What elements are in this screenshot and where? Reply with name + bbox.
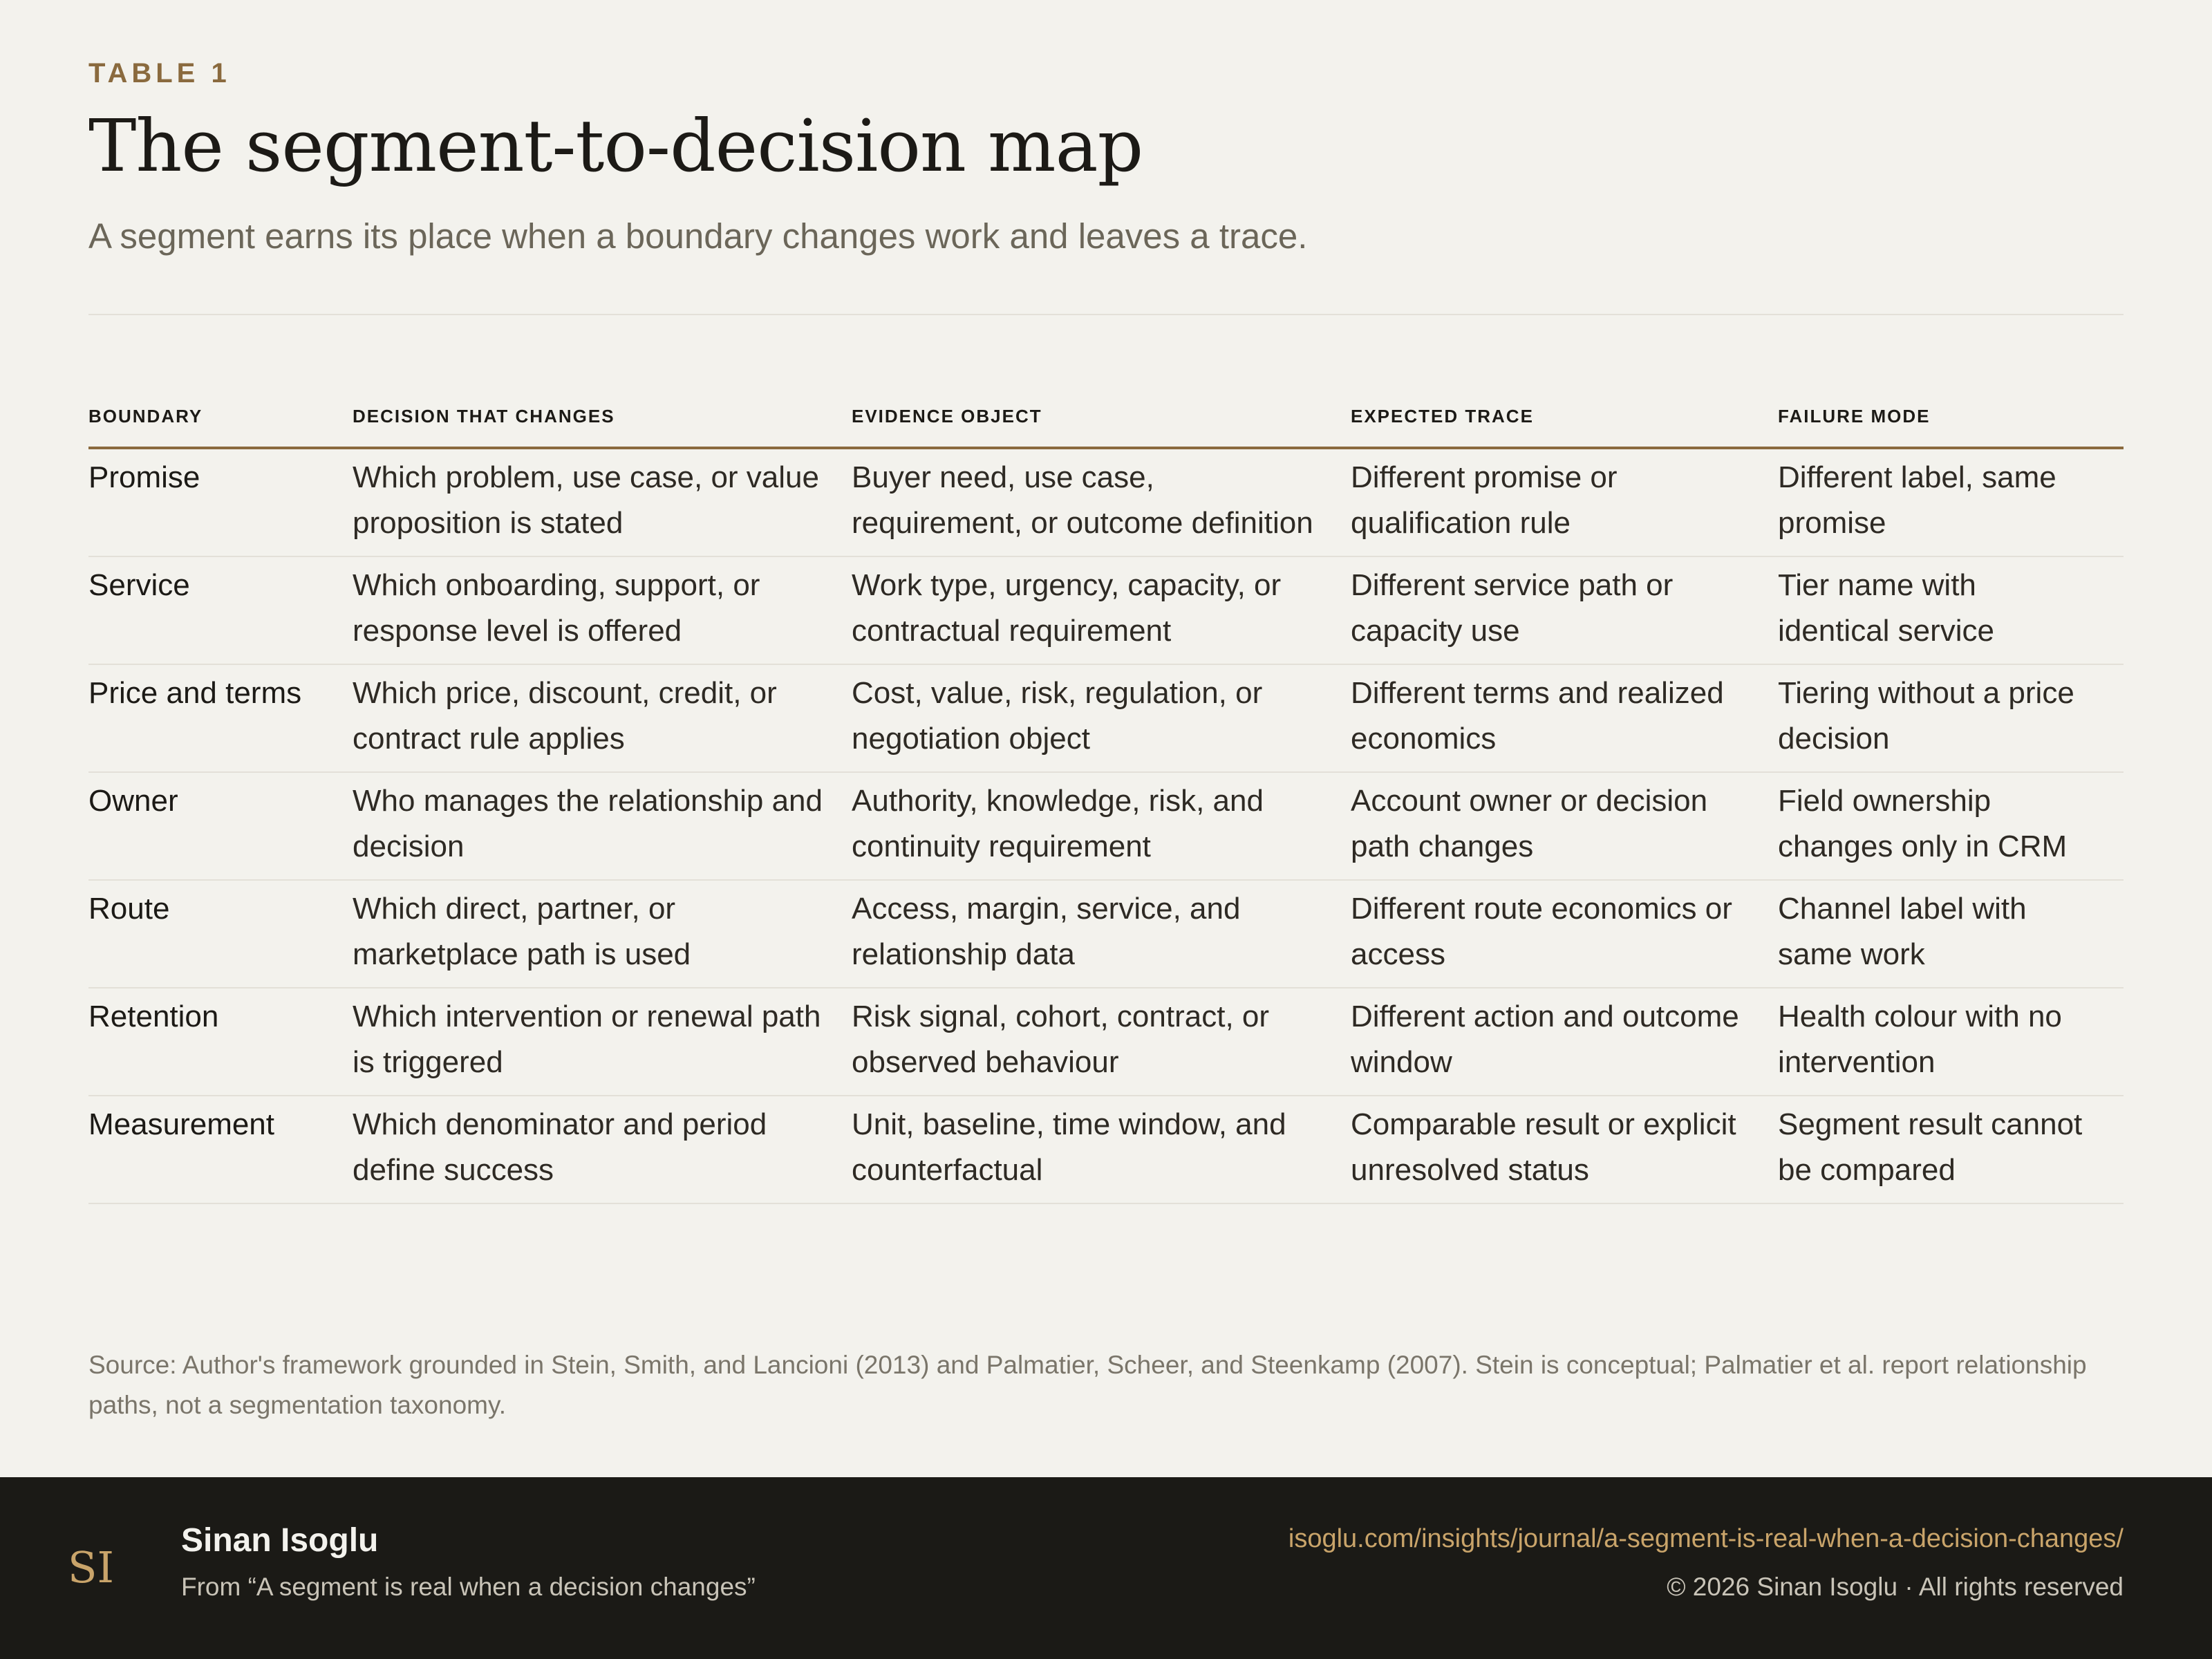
cell-trace: Different route economics or access	[1351, 880, 1778, 988]
monogram-logo-icon	[65, 1537, 120, 1599]
page-title: The segment-to-decision map	[88, 104, 1143, 188]
header-divider	[88, 314, 2124, 315]
cell-evidence: Buyer need, use case, requirement, or outcome definition	[852, 448, 1351, 556]
table-header-row	[88, 401, 2124, 448]
cell-failure: Different label, same promise	[1778, 448, 2124, 556]
table-row	[88, 772, 2124, 880]
cell-boundary: Owner	[88, 772, 353, 880]
cell-boundary: Retention	[88, 988, 353, 1096]
cell-decision: Who manages the relationship and decision	[353, 772, 852, 880]
table-row	[88, 880, 2124, 988]
cell-boundary: Service	[88, 556, 353, 664]
cell-evidence: Work type, urgency, capacity, or contractual requirement	[852, 556, 1351, 664]
cell-trace: Different action and outcome window	[1351, 988, 1778, 1096]
table-row	[88, 664, 2124, 772]
cell-trace: Comparable result or explicit unresolved status	[1351, 1096, 1778, 1203]
table-row	[88, 1096, 2124, 1203]
cell-decision: Which price, discount, credit, or contract rule applies	[353, 664, 852, 772]
cell-decision: Which direct, partner, or marketplace path is used	[353, 880, 852, 988]
column-header-trace: EXPECTED TRACE	[1351, 401, 1778, 448]
cell-failure: Tier name with identical service	[1778, 556, 2124, 664]
cell-boundary: Promise	[88, 448, 353, 556]
cell-decision: Which onboarding, support, or response level is offered	[353, 556, 852, 664]
cell-failure: Health colour with no intervention	[1778, 988, 2124, 1096]
table-row	[88, 448, 2124, 556]
cell-boundary: Price and terms	[88, 664, 353, 772]
footer	[0, 1477, 2212, 1659]
cell-failure: Tiering without a price decision	[1778, 664, 2124, 772]
table-row	[88, 988, 2124, 1096]
cell-evidence: Access, margin, service, and relationship data	[852, 880, 1351, 988]
column-header-decision: DECISION THAT CHANGES	[353, 401, 852, 448]
source-note: Source: Author's framework grounded in Stein, Smith, and Lancioni (2013) and Palmatier, Scheer, and Steenkamp (2007). Stein is conceptual; Palmatier et al. report relationship paths, not a segmentation taxonomy.	[88, 1351, 2087, 1419]
cell-trace: Account owner or decision path changes	[1351, 772, 1778, 880]
article-link[interactable]: isoglu.com/insights/journal/a-segment-is-real-when-a-decision-changes/	[1288, 1524, 2124, 1553]
cell-evidence: Authority, knowledge, risk, and continuity requirement	[852, 772, 1351, 880]
copyright-notice: © 2026 Sinan Isoglu · All rights reserved	[1667, 1573, 2124, 1601]
column-header-evidence: EVIDENCE OBJECT	[852, 401, 1351, 448]
table-eyebrow: TABLE 1	[88, 58, 231, 88]
cell-decision: Which intervention or renewal path is triggered	[353, 988, 852, 1096]
cell-trace: Different terms and realized economics	[1351, 664, 1778, 772]
segment-decision-table	[88, 401, 2124, 1204]
cell-decision: Which denominator and period define success	[353, 1096, 852, 1203]
svg-text:SI: SI	[68, 1542, 114, 1593]
cell-failure: Field ownership changes only in CRM	[1778, 772, 2124, 880]
cell-trace: Different service path or capacity use	[1351, 556, 1778, 664]
column-header-failure: FAILURE MODE	[1778, 401, 2124, 448]
cell-boundary: Route	[88, 880, 353, 988]
cell-failure: Segment result cannot be compared	[1778, 1096, 2124, 1203]
column-header-boundary: BOUNDARY	[88, 401, 353, 448]
author-name: Sinan Isoglu	[181, 1522, 379, 1559]
cell-decision: Which problem, use case, or value proposition is stated	[353, 448, 852, 556]
cell-failure: Channel label with same work	[1778, 880, 2124, 988]
article-reference: From “A segment is real when a decision changes”	[181, 1573, 756, 1601]
cell-evidence: Cost, value, risk, regulation, or negotiation object	[852, 664, 1351, 772]
cell-trace: Different promise or qualification rule	[1351, 448, 1778, 556]
table-row	[88, 556, 2124, 664]
cell-boundary: Measurement	[88, 1096, 353, 1203]
cell-evidence: Unit, baseline, time window, and counterfactual	[852, 1096, 1351, 1203]
cell-evidence: Risk signal, cohort, contract, or observed behaviour	[852, 988, 1351, 1096]
page-subtitle: A segment earns its place when a boundary changes work and leaves a trace.	[88, 216, 1308, 256]
